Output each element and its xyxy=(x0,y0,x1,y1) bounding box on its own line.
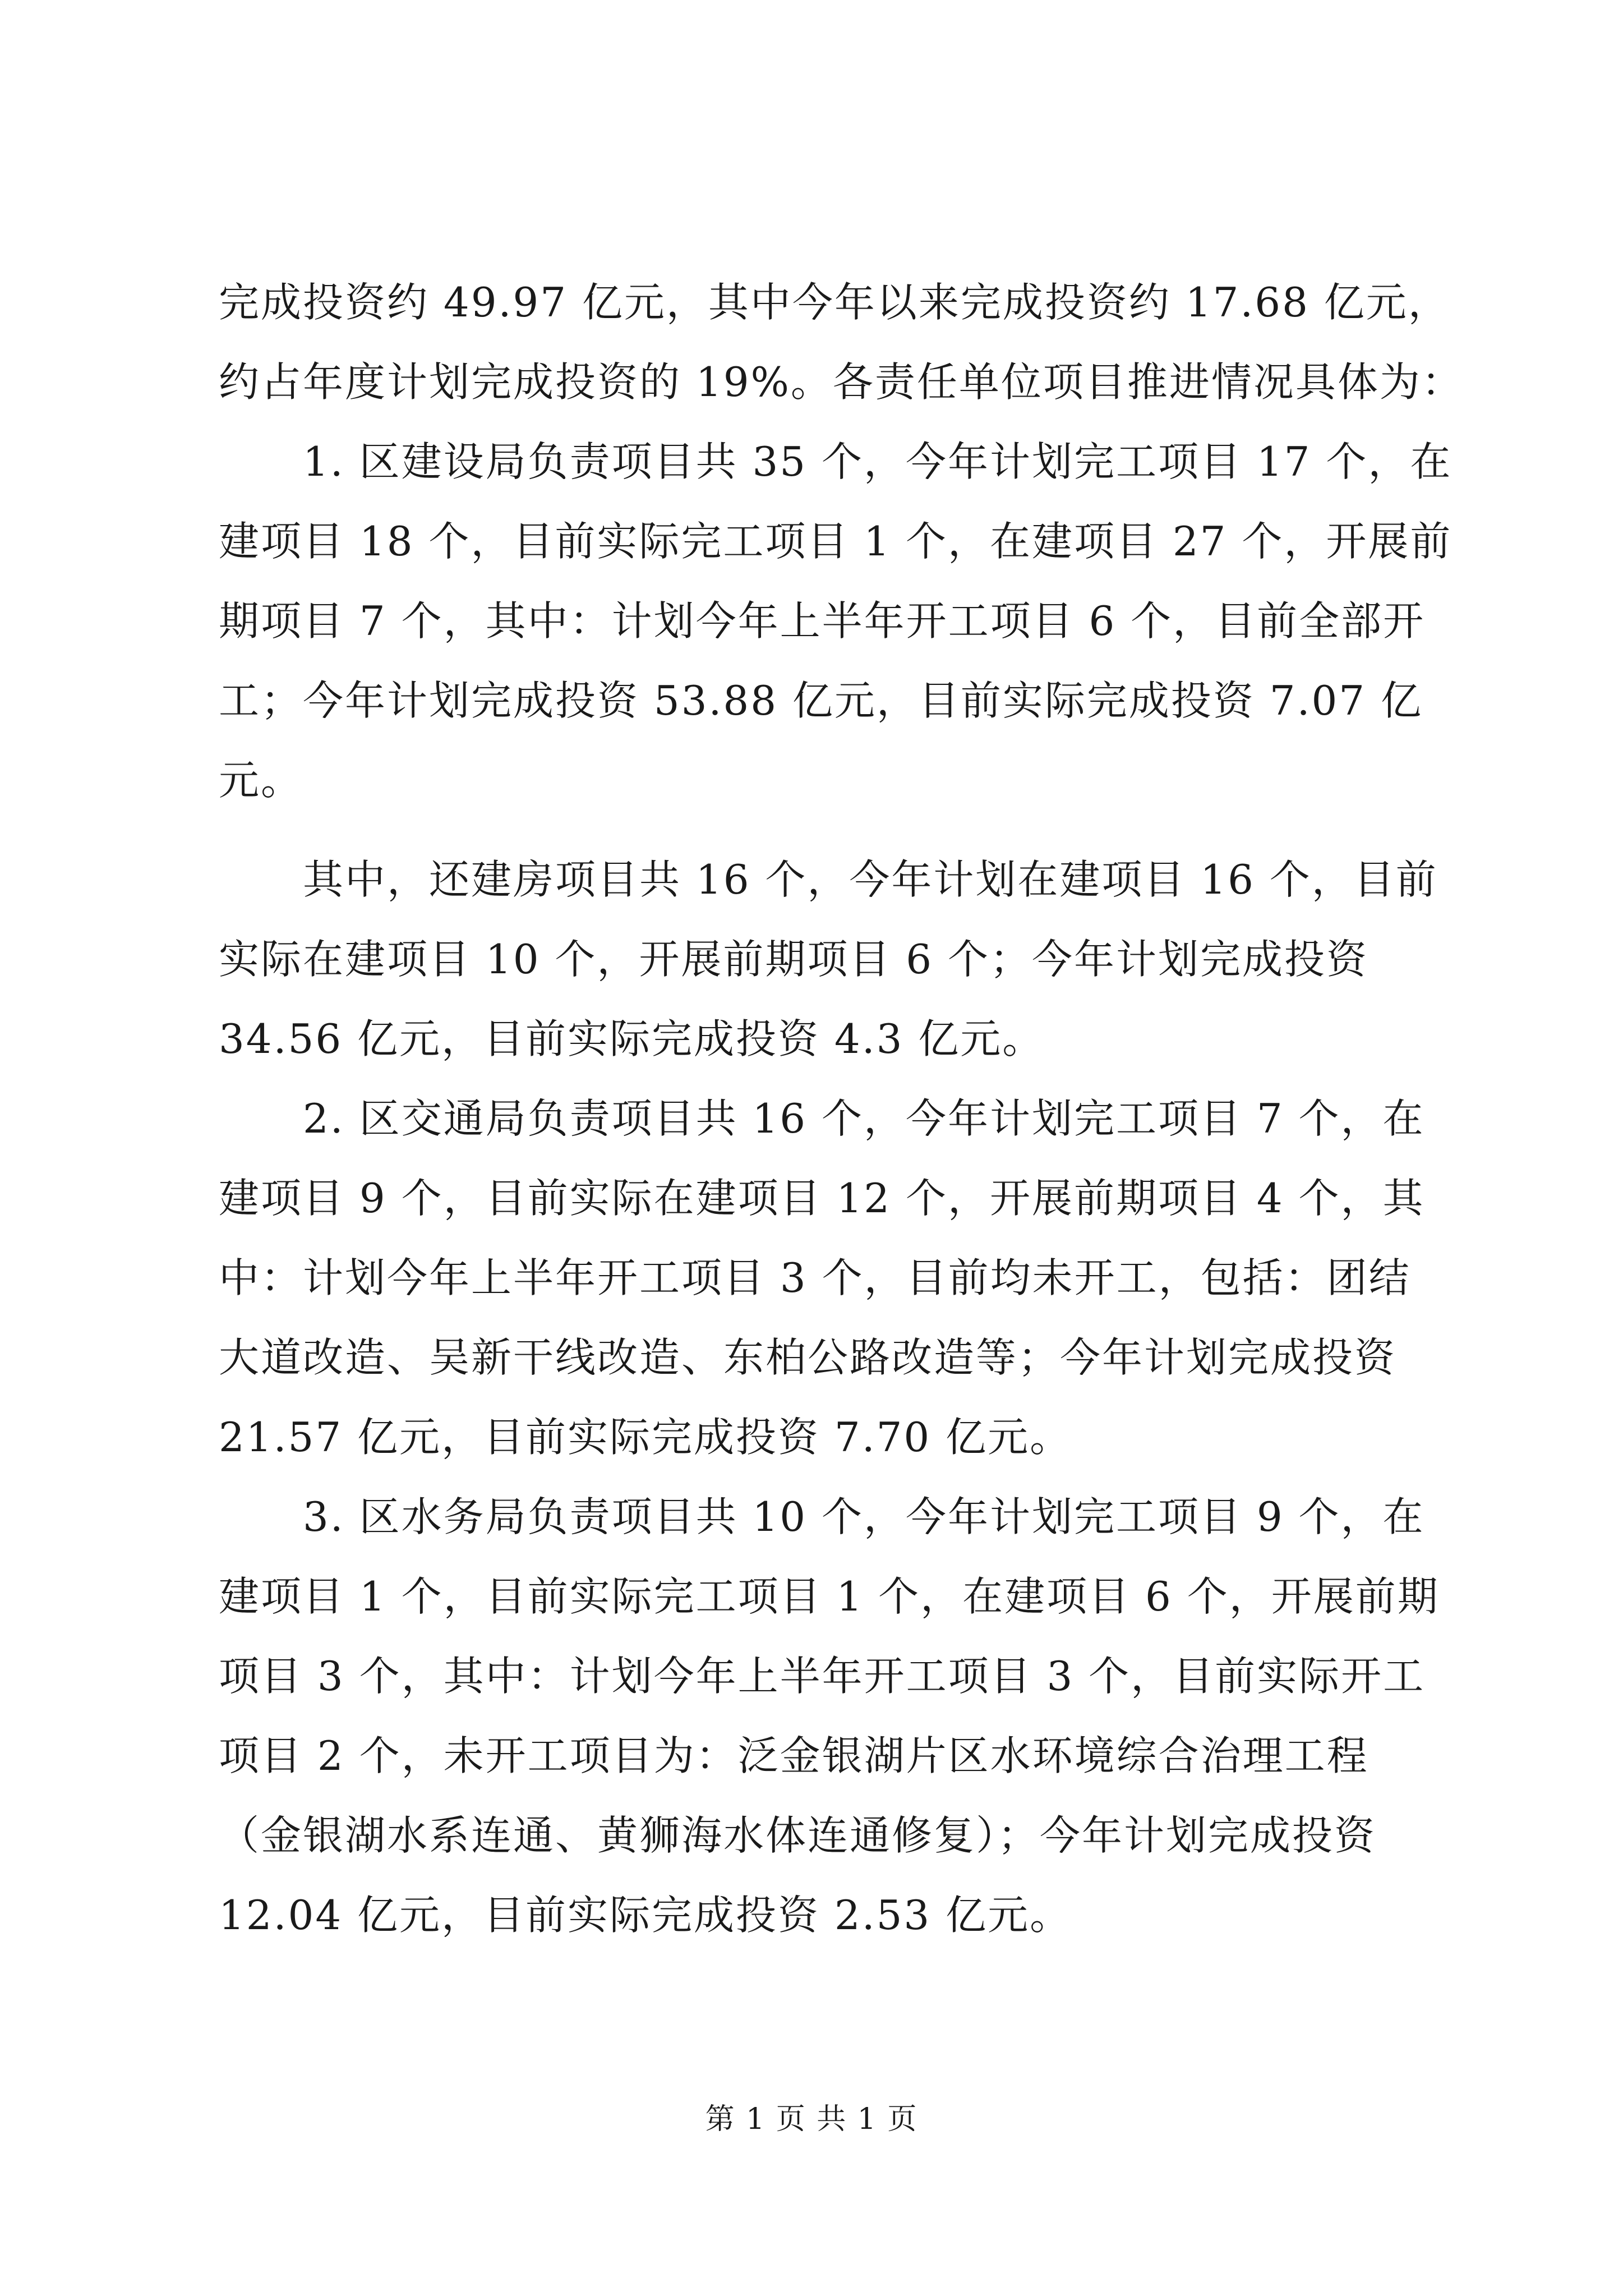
text-line: 约占年度计划完成投资的 19%。各责任单位项目推进情况具体为： xyxy=(219,358,1464,406)
text-line: （金银湖水系连通、黄狮海水体连通修复）；今年计划完成投资 xyxy=(219,1812,1377,1859)
text-line: 建项目 1 个，目前实际完工项目 1 个，在建项目 6 个，开展前期 xyxy=(219,1573,1440,1620)
text-line: 工；今年计划完成投资 53.88 亿元，目前实际完成投资 7.07 亿 xyxy=(219,677,1423,724)
text-line: 21.57 亿元，目前实际完成投资 7.70 亿元。 xyxy=(219,1414,1072,1461)
text-line: 期项目 7 个，其中：计划今年上半年开工项目 6 个，目前全部开 xyxy=(219,597,1426,645)
text-line: 实际在建项目 10 个，开展前期项目 6 个；今年计划完成投资 xyxy=(219,936,1368,983)
text-line: 项目 3 个，其中：计划今年上半年开工项目 3 个，目前实际开工 xyxy=(219,1653,1426,1700)
text-line: 大道改造、吴新干线改造、东柏公路改造等；今年计划完成投资 xyxy=(219,1334,1397,1381)
text-line: 2. 区交通局负责项目共 16 个，今年计划完工项目 7 个，在 xyxy=(219,1095,1425,1142)
text-line: 建项目 18 个，目前实际完工项目 1 个，在建项目 27 个，开展前 xyxy=(219,518,1453,565)
document-body xyxy=(219,263,1464,1955)
text-line: 1. 区建设局负责项目共 35 个，今年计划完工项目 17 个，在 xyxy=(219,438,1453,485)
text-line: 12.04 亿元，目前实际完成投资 2.53 亿元。 xyxy=(219,1892,1072,1939)
text-line: 其中，还建房项目共 16 个，今年计划在建项目 16 个，目前 xyxy=(219,856,1438,903)
page-footer: 第 1 页 共 1 页 xyxy=(705,2102,918,2136)
text-line: 项目 2 个，未开工项目为：泛金银湖片区水环境综合治理工程 xyxy=(219,1732,1369,1779)
text-line: 3. 区水务局负责项目共 10 个，今年计划完工项目 9 个，在 xyxy=(219,1493,1425,1540)
text-line: 34.56 亿元，目前实际完成投资 4.3 亿元。 xyxy=(219,1015,1045,1062)
text-line: 元。 xyxy=(219,757,303,804)
text-line: 中：计划今年上半年开工项目 3 个，目前均未开工，包括：团结 xyxy=(219,1254,1411,1301)
text-line: 完成投资约 49.97 亿元，其中今年以来完成投资约 17.68 亿元， xyxy=(219,279,1450,326)
text-line: 建项目 9 个，目前实际在建项目 12 个，开展前期项目 4 个，其 xyxy=(219,1175,1425,1222)
